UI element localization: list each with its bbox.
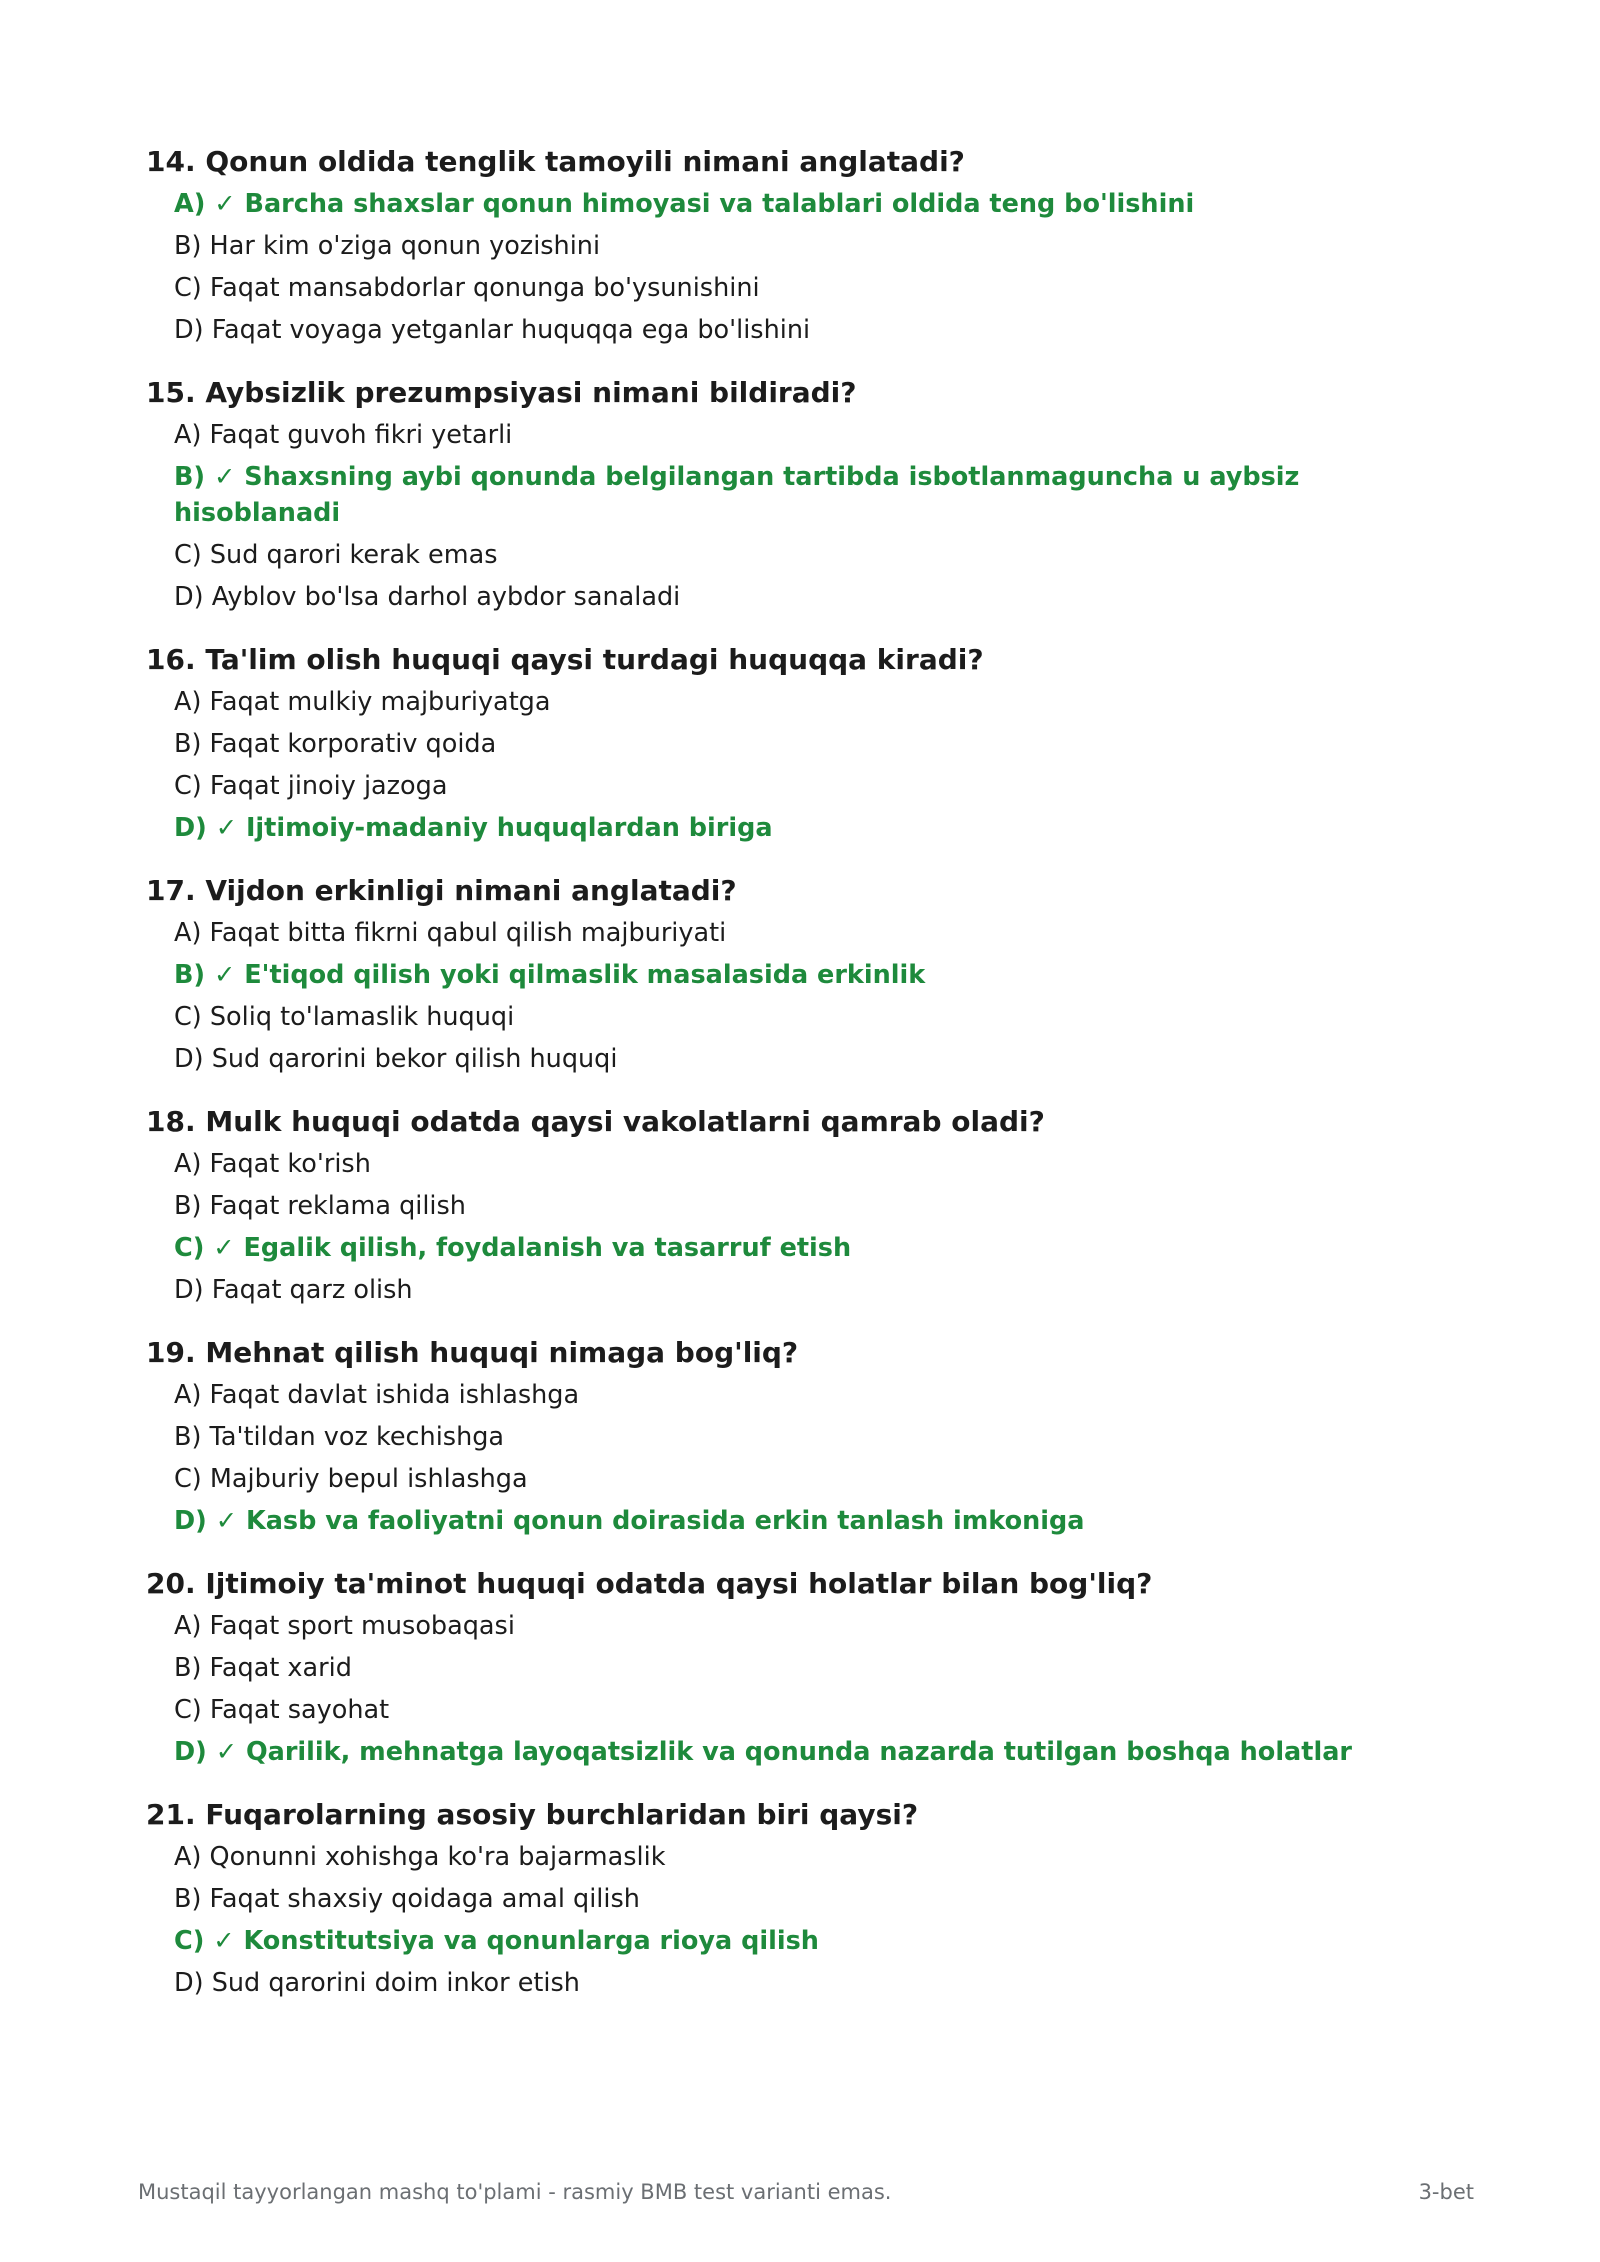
question-19 [146,1333,1476,1539]
option-b: B) Faqat korporativ qoida [174,729,497,759]
option-a: A) Faqat ko'rish [174,1149,371,1179]
option-b: B) Faqat xarid [174,1653,352,1683]
option-d-correct: D) ✓ Kasb va faoliyatni qonun doirasida erkin tanlash imkoniga [174,1506,1085,1536]
option-c: C) Soliq to'lamaslik huquqi [174,1002,515,1032]
question-list [146,142,1476,2026]
page-number: 3-bet [1418,2180,1474,2204]
option-c: C) Faqat sayohat [174,1695,390,1725]
question-title: 21. Fuqarolarning asosiy burchlaridan biri qaysi? [146,1798,919,1831]
option-a: A) Faqat mulkiy majburiyatga [174,687,551,717]
option-d: D) Faqat voyaga yetganlar huquqqa ega bo'lishini [174,315,811,345]
option-a-correct: A) ✓ Barcha shaxslar qonun himoyasi va talablari oldida teng bo'lishini [174,189,1195,219]
option-d: D) Sud qarorini doim inkor etish [174,1968,580,1998]
option-d-correct: D) ✓ Qarilik, mehnatga layoqatsizlik va qonunda nazarda tutilgan boshqa holatlar [174,1737,1352,1767]
option-c-correct: C) ✓ Egalik qilish, foydalanish va tasarruf etish [174,1233,852,1263]
option-c: C) Majburiy bepul ishlashga [174,1464,528,1494]
question-16 [146,640,1476,846]
question-title: 18. Mulk huquqi odatda qaysi vakolatlarni qamrab oladi? [146,1105,1045,1138]
option-a: A) Faqat sport musobaqasi [174,1611,515,1641]
option-a: A) Qonunni xohishga ko'ra bajarmaslik [174,1842,666,1872]
question-title: 20. Ijtimoiy ta'minot huquqi odatda qaysi holatlar bilan bog'liq? [146,1567,1153,1600]
option-d: D) Ayblov bo'lsa darhol aybdor sanaladi [174,582,681,612]
option-b: B) Har kim o'ziga qonun yozishini [174,231,601,261]
option-b-correct: B) ✓ Shaxsning aybi qonunda belgilangan tartibda isbotlanmaguncha u aybsiz hisoblanadi [174,462,1300,528]
question-title: 14. Qonun oldida tenglik tamoyili nimani anglatadi? [146,145,965,178]
question-title: 17. Vijdon erkinligi nimani anglatadi? [146,874,737,907]
question-18 [146,1102,1476,1308]
option-a: A) Faqat bitta fikrni qabul qilish majburiyati [174,918,727,948]
option-b: B) Faqat reklama qilish [174,1191,466,1221]
option-d-correct: D) ✓ Ijtimoiy-madaniy huquqlardan biriga [174,813,773,843]
option-c: C) Sud qarori kerak emas [174,540,498,570]
option-a: A) Faqat guvoh fikri yetarli [174,420,513,450]
question-title: 15. Aybsizlik prezumpsiyasi nimani bildiradi? [146,376,857,409]
question-14 [146,142,1476,348]
option-a: A) Faqat davlat ishida ishlashga [174,1380,580,1410]
question-20 [146,1564,1476,1770]
option-b: B) Faqat shaxsiy qoidaga amal qilish [174,1884,640,1914]
question-15 [146,373,1476,615]
option-c: C) Faqat mansabdorlar qonunga bo'ysunishini [174,273,760,303]
option-b-correct: B) ✓ E'tiqod qilish yoki qilmaslik masalasida erkinlik [174,960,926,990]
question-17 [146,871,1476,1077]
option-d: D) Sud qarorini bekor qilish huquqi [174,1044,618,1074]
option-d: D) Faqat qarz olish [174,1275,413,1305]
option-c: C) Faqat jinoiy jazoga [174,771,448,801]
option-b: B) Ta'tildan voz kechishga [174,1422,505,1452]
question-21 [146,1795,1476,2001]
question-title: 19. Mehnat qilish huquqi nimaga bog'liq? [146,1336,799,1369]
footer-note: Mustaqil tayyorlangan mashq to'plami - rasmiy BMB test varianti emas. [138,2180,892,2204]
question-title: 16. Ta'lim olish huquqi qaysi turdagi huquqqa kiradi? [146,643,984,676]
option-c-correct: C) ✓ Konstitutsiya va qonunlarga rioya qilish [174,1926,819,1956]
